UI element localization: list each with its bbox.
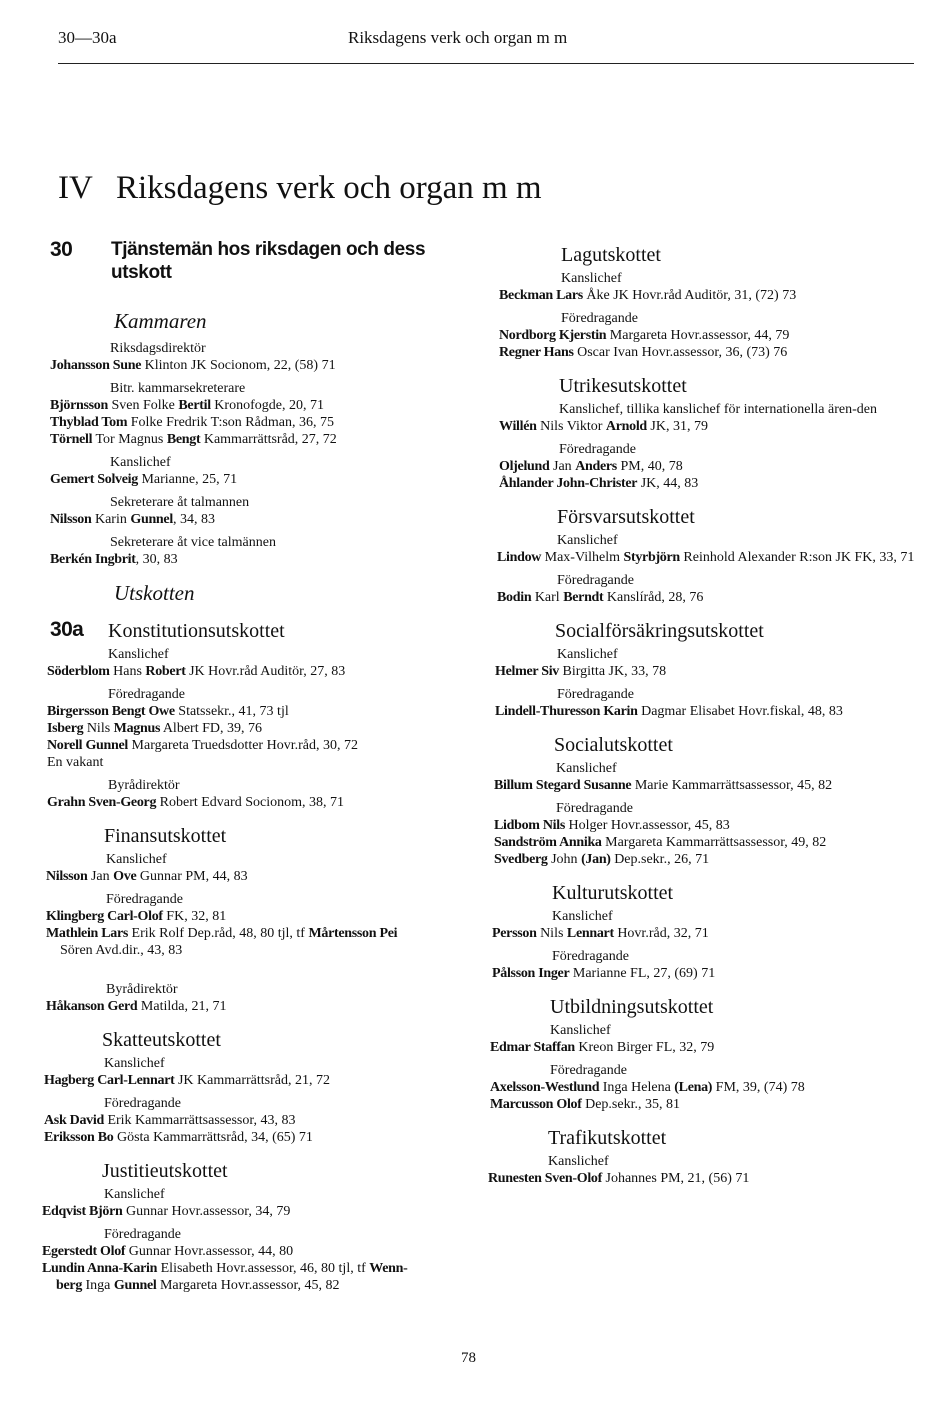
person-entry: Norell Gunnel Margareta Truedsdotter Hovr.råd, 30, 72 — [47, 738, 358, 753]
role-label: Kanslichef — [108, 647, 169, 662]
kammaren-block — [50, 308, 460, 334]
role-label: Föredragande — [557, 573, 634, 588]
role-label: Kanslichef — [557, 647, 618, 662]
committee-title: Försvarsutskottet — [557, 506, 695, 528]
person-entry: Lundin Anna-Karin Elisabeth Hovr.assessor, 46, 80 tjl, tf Wenn- — [42, 1261, 408, 1276]
role-label: Bitr. kammarsekreterare — [110, 381, 246, 396]
page-number: 78 — [461, 1350, 476, 1366]
person-entry: Åhlander John-Christer JK, 44, 83 — [499, 476, 699, 491]
person-entry-continuation: Sören Avd.dir., 43, 83 — [60, 943, 183, 958]
person-entry: Lindow Max-Vilhelm Styrbjörn Reinhold Alexander R:son JK FK, 33, 71 — [497, 550, 915, 565]
person-entry: Oljelund Jan Anders PM, 40, 78 — [499, 459, 683, 474]
subsection-number: 30a — [50, 618, 84, 641]
group-title-utskotten: Utskotten — [114, 581, 195, 605]
role-label: Sekreterare åt talmannen — [110, 495, 250, 510]
person-entry: Lidbom Nils Holger Hovr.assessor, 45, 83 — [494, 818, 730, 833]
person-entry: Pålsson Inger Marianne FL, 27, (69) 71 — [492, 966, 716, 981]
role-label: Riksdagsdirektör — [110, 341, 206, 356]
person-entry: Söderblom Hans Robert JK Hovr.råd Auditör, 27, 83 — [47, 664, 346, 679]
committee-title: Kulturutskottet — [552, 882, 674, 904]
role-label: Kanslichef, tillika kanslichef för internationella ären-den — [559, 402, 877, 417]
role-label: Kanslichef — [548, 1154, 609, 1169]
person-entry: Bodin Karl Berndt Kanslíråd, 28, 76 — [497, 590, 704, 605]
committee-title: Utbildningsutskottet — [550, 996, 714, 1018]
person-entry: Willén Nils Viktor Arnold JK, 31, 79 — [499, 419, 708, 434]
committee-title: Trafikutskottet — [548, 1127, 667, 1149]
role-label: Föredragande — [561, 311, 638, 326]
person-entry: Birgersson Bengt Owe Statssekr., 41, 73 tjl — [47, 704, 289, 719]
running-header-section: 30—30a — [58, 28, 117, 47]
left-column — [42, 308, 460, 1294]
role-label: Kanslichef — [104, 1187, 165, 1202]
role-label: Sekreterare åt vice talmännen — [110, 535, 276, 550]
person-entry: Edqvist Björn Gunnar Hovr.assessor, 34, 79 — [42, 1204, 291, 1219]
person-entry: Ask David Erik Kammarrättsassessor, 43, 83 — [44, 1113, 296, 1128]
role-label: Byrådirektör — [108, 778, 180, 793]
person-entry: Edmar Staffan Kreon Birger FL, 32, 79 — [490, 1040, 715, 1055]
role-label: Föredragande — [556, 801, 633, 816]
role-label: Kanslichef — [552, 909, 613, 924]
person-entry: Mathlein Lars Erik Rolf Dep.råd, 48, 80 tjl, tf Mårtensson Pei — [46, 926, 398, 941]
committee-title: Socialutskottet — [554, 734, 673, 756]
header-rule — [58, 63, 914, 64]
section-title: Tjänstemän hos riksdagen och dess utskott — [111, 239, 426, 283]
role-label: Kanslichef — [561, 271, 622, 286]
person-entry: Helmer Siv Birgitta JK, 33, 78 — [495, 664, 667, 679]
vacancy-entry: En vakant — [47, 755, 104, 770]
section-number: 30 — [50, 238, 73, 261]
person-entry: Grahn Sven-Georg Robert Edvard Socionom, 38, 71 — [47, 795, 344, 810]
person-entry: Regner Hans Oscar Ivan Hovr.assessor, 36, (73) 76 — [499, 345, 788, 360]
role-label: Föredragande — [108, 687, 185, 702]
person-entry: Hagberg Carl-Lennart JK Kammarrättsråd, 21, 72 — [44, 1073, 331, 1088]
person-entry-continuation: berg Inga Gunnel Margareta Hovr.assessor, 45, 82 — [56, 1278, 340, 1293]
role-label: Föredragande — [104, 1096, 181, 1111]
person-entry: Persson Nils Lennart Hovr.råd, 32, 71 — [492, 926, 709, 941]
committee-title: Justitieutskottet — [102, 1160, 228, 1182]
person-entry: Håkanson Gerd Matilda, 21, 71 — [46, 999, 227, 1014]
person-entry: Gemert Solveig Marianne, 25, 71 — [50, 472, 238, 487]
person-entry: Nilsson Karin Gunnel, 34, 83 — [50, 512, 215, 527]
committee-title: Konstitutionsutskottet — [108, 620, 285, 642]
part-title: Riksdagens verk och organ m m — [116, 170, 542, 206]
role-label: Föredragande — [557, 687, 634, 702]
group-title-kammaren: Kammaren — [114, 309, 207, 333]
person-entry: Marcusson Olof Dep.sekr., 35, 81 — [490, 1097, 680, 1112]
person-entry: Lindell-Thuresson Karin Dagmar Elisabet Hovr.fiskal, 48, 83 — [495, 704, 843, 719]
role-label: Föredragande — [552, 949, 629, 964]
committee-title: Skatteutskottet — [102, 1029, 221, 1051]
person-entry: Isberg Nils Magnus Albert FD, 39, 76 — [47, 721, 262, 736]
person-entry: Beckman Lars Åke JK Hovr.råd Auditör, 31, (72) 73 — [499, 288, 797, 303]
person-entry: Egerstedt Olof Gunnar Hovr.assessor, 44, 80 — [42, 1244, 294, 1259]
person-entry: Johansson Sune Klinton JK Socionom, 22, (58) 71 — [50, 358, 336, 373]
role-label: Kanslichef — [110, 455, 171, 470]
person-entry: Runesten Sven-Olof Johannes PM, 21, (56) 71 — [488, 1171, 750, 1186]
right-column — [488, 242, 919, 1187]
person-entry: Björnsson Sven Folke Bertil Kronofogde, 20, 71 — [50, 398, 324, 413]
person-entry: Klingberg Carl-Olof FK, 32, 81 — [46, 909, 227, 924]
role-label: Byrådirektör — [106, 982, 178, 997]
person-entry: Nordborg Kjerstin Margareta Hovr.assessor, 44, 79 — [499, 328, 790, 343]
running-header-title: Riksdagens verk och organ m m — [348, 28, 568, 47]
person-entry: Eriksson Bo Gösta Kammarrättsråd, 34, (65) 71 — [44, 1130, 313, 1145]
person-entry: Sandström Annika Margareta Kammarrättsassessor, 49, 82 — [494, 835, 827, 850]
subsection-30a-heading — [50, 618, 460, 644]
person-entry: Billum Stegard Susanne Marie Kammarrättsassessor, 45, 82 — [494, 778, 833, 793]
committee-title: Utrikesutskottet — [559, 375, 687, 397]
role-label: Kanslichef — [106, 852, 167, 867]
role-label: Kanslichef — [104, 1056, 165, 1071]
person-entry: Thyblad Tom Folke Fredrik T:son Rådman, 36, 75 — [50, 415, 334, 430]
person-entry: Svedberg John (Jan) Dep.sekr., 26, 71 — [494, 852, 710, 867]
part-heading — [58, 170, 542, 207]
part-roman-numeral: IV — [58, 170, 93, 206]
role-label: Kanslichef — [557, 533, 618, 548]
section-30-heading — [50, 238, 450, 284]
role-label: Kanslichef — [556, 761, 617, 776]
role-label: Föredragande — [106, 892, 183, 907]
person-entry: Berkén Ingbrit, 30, 83 — [50, 552, 178, 567]
person-entry: Axelsson-Westlund Inga Helena (Lena) FM, 39, (74) 78 — [490, 1080, 805, 1095]
role-label: Föredragande — [550, 1063, 627, 1078]
role-label: Föredragande — [104, 1227, 181, 1242]
person-entry: Nilsson Jan Ove Gunnar PM, 44, 83 — [46, 869, 248, 884]
committee-title: Finansutskottet — [104, 825, 227, 847]
person-entry: Törnell Tor Magnus Bengt Kammarrättsråd, 27, 72 — [50, 432, 337, 447]
role-label: Föredragande — [559, 442, 636, 457]
committee-title: Lagutskottet — [561, 244, 661, 266]
committee-title: Socialförsäkringsutskottet — [555, 620, 764, 642]
role-label: Kanslichef — [550, 1023, 611, 1038]
